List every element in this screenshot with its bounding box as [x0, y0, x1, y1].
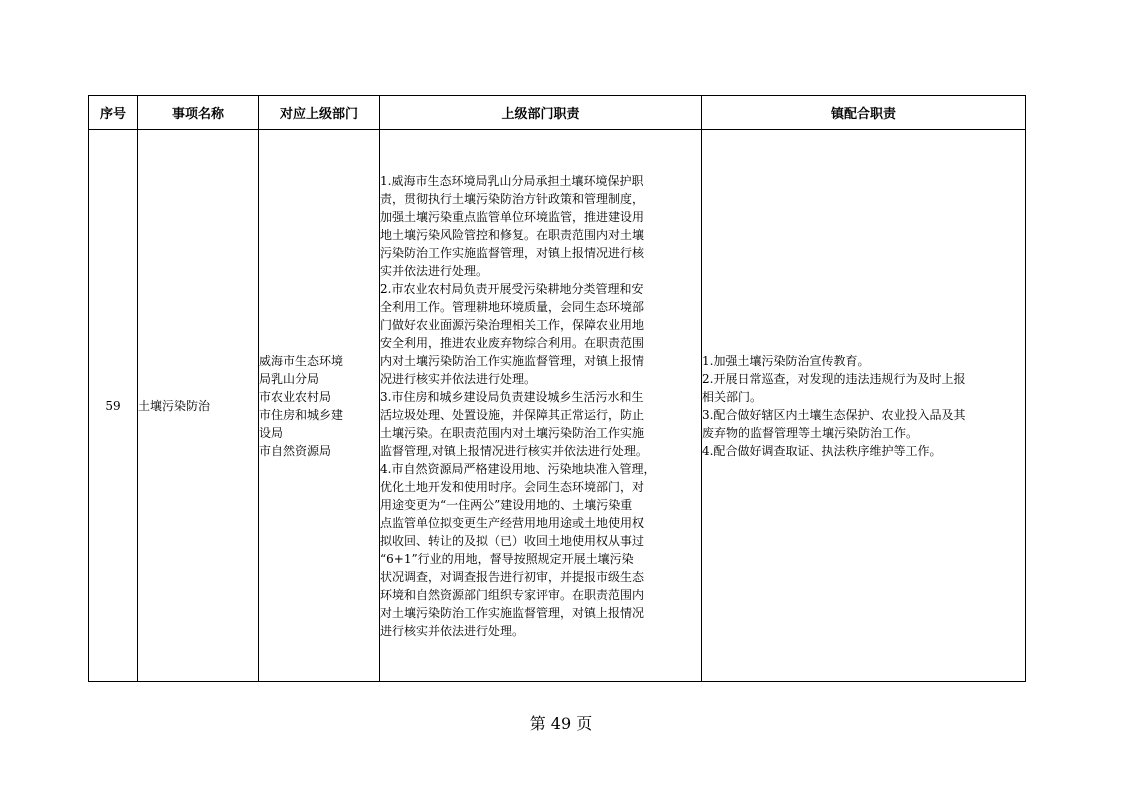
department-line: 市农业农村局: [259, 389, 332, 404]
upper-duty-line: 1.威海市生态环境局乳山分局承担土壤环境保护职: [380, 173, 644, 188]
upper-duties-cell: [380, 130, 702, 682]
town-duty-line: 1.加强土壤污染防治宣传教育。: [702, 353, 870, 368]
upper-duty-line: 实并依法进行处理。: [380, 263, 489, 278]
duty-table: [88, 95, 1026, 682]
upper-duty-line: 状况调查，对调查报告进行初审，并提报市级生态: [380, 569, 645, 584]
department-cell: [259, 130, 380, 682]
header-seq: 序号: [89, 96, 138, 130]
town-duties-cell: [702, 130, 1026, 682]
upper-duty-line: 安全利用，推进农业废弃物综合利用。在职责范围: [380, 335, 645, 350]
town-duty-line: 3.配合做好辖区内土壤生态保护、农业投入品及其: [702, 407, 966, 422]
header-item-name: 事项名称: [138, 96, 259, 130]
upper-duty-line: 优化土地开发和使用时序。会同生态环境部门，对: [380, 479, 645, 494]
upper-duty-line: “6+1”行业的用地，督导按照规定开展土壤污染: [380, 551, 634, 566]
upper-duty-line: 对土壤污染防治工作实施监督管理，对镇上报情况: [380, 605, 645, 620]
town-duty-line: 2.开展日常巡查，对发现的违法违规行为及时上报: [702, 371, 966, 386]
upper-duty-line: 责，贯彻执行土壤污染防治方针政策和管理制度，: [380, 191, 645, 206]
upper-duty-line: 土壤污染。在职责范围内对土壤污染防治工作实施: [380, 425, 645, 440]
town-duty-line: 废弃物的监督管理等土壤污染防治工作。: [702, 425, 919, 440]
upper-duty-line: 加强土壤污染重点监管单位环境监管，推进建设用: [380, 209, 645, 224]
upper-duty-line: 门做好农业面源污染治理相关工作，保障农业用地: [380, 317, 645, 332]
town-duty-line: 相关部门。: [702, 389, 763, 404]
upper-duty-line: 全利用工作。管理耕地环境质量，会同生态环境部: [380, 299, 645, 314]
seq-cell: 59: [89, 130, 138, 682]
department-line: 市住房和城乡建: [259, 407, 344, 422]
header-department: 对应上级部门: [259, 96, 380, 130]
upper-duty-line: 地土壤污染风险管控和修复。在职责范围内对土壤: [380, 227, 645, 242]
upper-duty-line: 污染防治工作实施监督管理，对镇上报情况进行核: [380, 245, 645, 260]
department-line: 市自然资源局: [259, 443, 332, 458]
department-line: 威海市生态环境: [259, 353, 344, 368]
table-header-row: [89, 96, 1026, 130]
upper-duty-line: 3.市住房和城乡建设局负责建设城乡生活污水和生: [380, 389, 644, 404]
upper-duty-line: 拟收回、转让的及拟（已）收回土地使用权从事过: [380, 533, 645, 548]
upper-duty-line: 2.市农业农村局负责开展受污染耕地分类管理和安: [380, 281, 644, 296]
upper-duty-line: 点监管单位拟变更生产经营用地用途或土地使用权: [380, 515, 645, 530]
upper-duty-line: 4.市自然资源局严格建设用地、污染地块准入管理，: [380, 461, 656, 476]
upper-duty-line: 监督管理,对镇上报情况进行核实并依法进行处理。: [380, 443, 648, 458]
header-upper-duties: 上级部门职责: [380, 96, 702, 130]
header-town-duties: 镇配合职责: [702, 96, 1026, 130]
town-duty-line: 4.配合做好调查取证、执法秩序维护等工作。: [702, 443, 942, 458]
upper-duty-line: 用途变更为“一住两公”建设用地的、土壤污染重: [380, 497, 633, 512]
upper-duty-line: 活垃圾处理、处置设施，并保障其正常运行，防止: [380, 407, 645, 422]
upper-duty-line: 内对土壤污染防治工作实施监督管理，对镇上报情: [380, 353, 645, 368]
upper-duty-line: 进行核实并依法进行处理。: [380, 623, 525, 638]
upper-duty-line: 环境和自然资源部门组织专家评审。在职责范围内: [380, 587, 645, 602]
upper-duty-line: 况进行核实并依法进行处理。: [380, 371, 537, 386]
item-name-cell: 土壤污染防治: [138, 130, 259, 682]
department-line: 设局: [259, 425, 284, 440]
page-number: 第 49 页: [529, 714, 593, 733]
table-row: [89, 130, 1026, 682]
department-line: 局乳山分局: [259, 371, 320, 386]
